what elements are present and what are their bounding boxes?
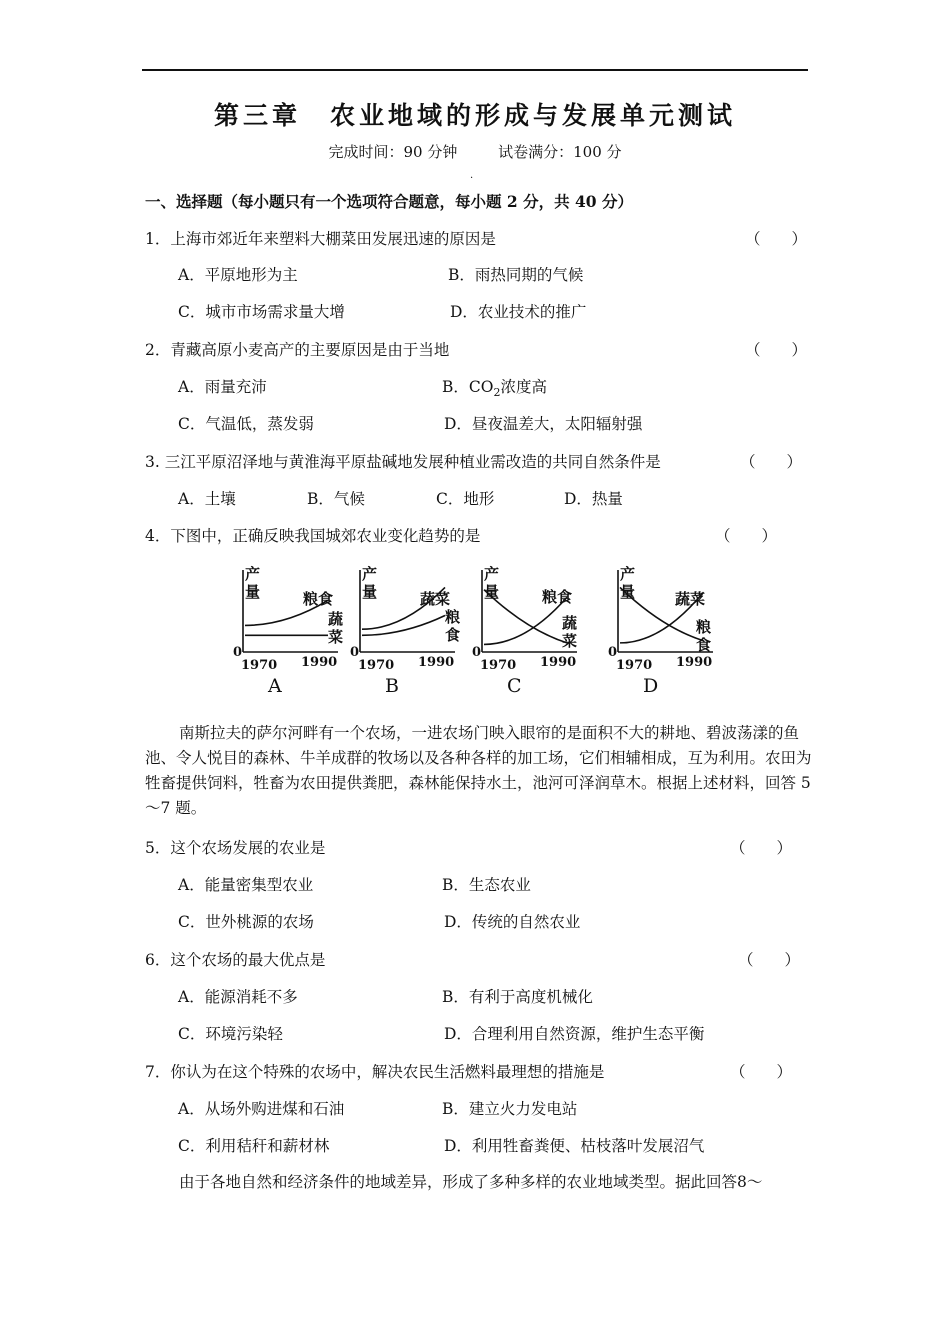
chart-b-tick-1970: 1970 bbox=[358, 658, 395, 673]
chart-c-series-2-label-char: 菜 bbox=[562, 632, 578, 650]
q5-option-c[interactable]: C．世外桃源的农场 bbox=[178, 913, 314, 931]
chart-d-ylabel-char: 量 bbox=[620, 583, 636, 601]
chart-a-origin: 0 bbox=[233, 645, 243, 660]
reading-material-1: 南斯拉夫的萨尔河畔有一个农场，一进农场门映入眼帘的是面积不大的耕地、碧波荡漾的鱼池、令人悦目的森林、牛羊成群的牧场以及各种各样的加工场，它们相辅相成，互为利用。农田为牲畜提供饲料，牲畜为农田提供粪肥，森林能保持水土，池河可泽润草木。根据上述材料，回答 5～7 题。 bbox=[145, 724, 812, 817]
q2-option-a[interactable]: A．雨量充沛 bbox=[178, 378, 267, 396]
chart-c-panel-label: C bbox=[507, 675, 522, 697]
chart-d-tick-1990: 1990 bbox=[676, 655, 713, 670]
q6-option-a[interactable]: A．能源消耗不多 bbox=[178, 988, 298, 1006]
chart-a-tick-1990: 1990 bbox=[301, 655, 338, 670]
page-title: 第三章 农业地域的形成与发展单元测试 bbox=[213, 101, 736, 130]
exam-score: 试卷满分：100 分 bbox=[498, 143, 622, 161]
header-rule bbox=[142, 69, 808, 71]
q5-option-a[interactable]: A．能量密集型农业 bbox=[178, 876, 314, 894]
q6-option-d[interactable]: D．合理利用自然资源，维护生态平衡 bbox=[444, 1025, 705, 1043]
chart-b-series-2-label-char: 粮 bbox=[445, 608, 461, 626]
q2-option-d[interactable]: D．昼夜温差大，太阳辐射强 bbox=[444, 415, 643, 433]
chart-d-panel-label: D bbox=[643, 675, 659, 697]
q6-option-b[interactable]: B．有利于高度机械化 bbox=[442, 988, 593, 1006]
q1-option-a[interactable]: A．平原地形为主 bbox=[178, 266, 298, 284]
chart-b-panel-label: B bbox=[385, 675, 399, 697]
exam-time: 完成时间：90 分钟 bbox=[328, 143, 458, 161]
chart-b-series-1-label: 蔬菜 bbox=[420, 590, 451, 608]
q7-option-c[interactable]: C．利用秸秆和薪材林 bbox=[178, 1137, 330, 1155]
q6-stem: 6．这个农场的最大优点是 bbox=[145, 951, 326, 969]
chart-d-ylabel-char: 产 bbox=[620, 565, 636, 583]
q6-option-c[interactable]: C．环境污染轻 bbox=[178, 1025, 283, 1043]
q3-option-a[interactable]: A．土壤 bbox=[178, 490, 236, 508]
chart-a-ylabel-char: 量 bbox=[245, 583, 261, 601]
chart-a-panel-label: A bbox=[268, 675, 282, 697]
q3-stem: 3. 三江平原沼泽地与黄淮海平原盐碱地发展种植业需改造的共同自然条件是 bbox=[145, 453, 661, 471]
q1-answer-blank[interactable]: （ ） bbox=[745, 230, 808, 248]
chart-a-series-2-label-char: 蔬 bbox=[328, 610, 344, 628]
q5-option-d[interactable]: D．传统的自然农业 bbox=[444, 913, 581, 931]
q3-option-d[interactable]: D．热量 bbox=[564, 490, 623, 508]
chart-a-series-2-label-char: 菜 bbox=[328, 628, 344, 646]
q2-option-b-subscript: 2 bbox=[493, 386, 501, 400]
chart-d-series-2-label-char: 食 bbox=[696, 636, 712, 654]
q1-stem: 1．上海市郊近年来塑料大棚菜田发展迅速的原因是 bbox=[145, 230, 496, 248]
q1-option-c[interactable]: C．城市市场需求量大增 bbox=[178, 303, 345, 321]
chart-d-series-2-label-char: 粮 bbox=[696, 618, 712, 636]
q5-stem: 5．这个农场发展的农业是 bbox=[145, 839, 326, 857]
chart-b-tick-1990: 1990 bbox=[418, 655, 455, 670]
chart-b-ylabel-char: 产 bbox=[362, 565, 378, 583]
q5-option-b[interactable]: B．生态农业 bbox=[442, 876, 531, 894]
q4-answer-blank[interactable]: （ ） bbox=[715, 527, 778, 545]
q6-answer-blank[interactable]: （ ） bbox=[738, 951, 801, 969]
q7-stem: 7．你认为在这个特殊的农场中，解决农民生活燃料最理想的措施是 bbox=[145, 1063, 605, 1081]
chart-d-origin: 0 bbox=[608, 645, 618, 660]
q1-option-b[interactable]: B．雨热同期的气候 bbox=[448, 266, 584, 284]
chart-a-ylabel-char: 产 bbox=[245, 565, 261, 583]
q7-option-b[interactable]: B．建立火力发电站 bbox=[442, 1100, 578, 1118]
chart-c-tick-1990: 1990 bbox=[540, 655, 577, 670]
stray-dot: . bbox=[470, 170, 474, 181]
chart-d-series-1-label: 蔬菜 bbox=[675, 590, 706, 608]
q2-stem: 2．青藏高原小麦高产的主要原因是由于当地 bbox=[145, 341, 450, 359]
q2-option-b-suffix: 浓度高 bbox=[500, 378, 547, 396]
chart-a-series-1-label: 粮食 bbox=[303, 590, 334, 608]
q2-option-b-prefix: B．CO bbox=[442, 378, 494, 396]
q2-option-c[interactable]: C．气温低，蒸发弱 bbox=[178, 415, 314, 433]
q3-answer-blank[interactable]: （ ） bbox=[740, 453, 803, 471]
q3-option-c[interactable]: C．地形 bbox=[436, 490, 495, 508]
q4-stem: 4．下图中，正确反映我国城郊农业变化趋势的是 bbox=[145, 527, 481, 545]
chart-c-ylabel-char: 产 bbox=[484, 565, 500, 583]
section-heading: 一、选择题（每小题只有一个选项符合题意，每小题 2 分，共 40 分） bbox=[145, 192, 633, 211]
chart-c-ylabel-char: 量 bbox=[484, 583, 500, 601]
chart-c-origin: 0 bbox=[472, 645, 482, 660]
q7-option-a[interactable]: A．从场外购进煤和石油 bbox=[178, 1100, 345, 1118]
chart-a-tick-1970: 1970 bbox=[241, 658, 278, 673]
q5-answer-blank[interactable]: （ ） bbox=[730, 839, 793, 857]
chart-b-origin: 0 bbox=[350, 645, 360, 660]
q1-option-d[interactable]: D．农业技术的推广 bbox=[450, 303, 587, 321]
chart-c-series-1-label: 粮食 bbox=[542, 588, 573, 606]
exam-info bbox=[0, 141, 950, 162]
q2-option-b[interactable] bbox=[442, 375, 547, 399]
chart-d-tick-1970: 1970 bbox=[616, 658, 653, 673]
q7-answer-blank[interactable]: （ ） bbox=[730, 1063, 793, 1081]
q7-option-d[interactable]: D．利用牲畜粪便、枯枝落叶发展沼气 bbox=[444, 1137, 705, 1155]
chart-b-series-2-label-char: 食 bbox=[445, 626, 461, 644]
q4-trend-charts bbox=[225, 560, 725, 700]
reading-material-2: 由于各地自然和经济条件的地域差异，形成了多种多样的农业地域类型。据此回答8～ bbox=[179, 1173, 763, 1191]
q2-answer-blank[interactable]: （ ） bbox=[745, 341, 808, 359]
chart-c-series-2-label-char: 蔬 bbox=[562, 614, 578, 632]
q3-option-b[interactable]: B．气候 bbox=[307, 490, 365, 508]
chart-c-tick-1970: 1970 bbox=[480, 658, 517, 673]
chart-b-ylabel-char: 量 bbox=[362, 583, 378, 601]
